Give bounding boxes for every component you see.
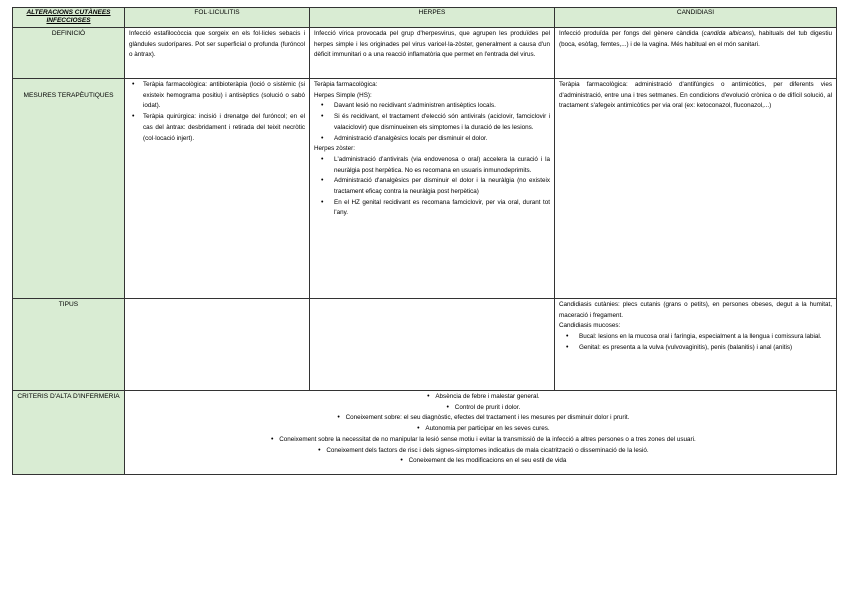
row-tipus xyxy=(13,299,837,391)
cell-definicio-folliculitis: Infecció estafilocòccia que sorgeix en els fol·licles sebacis i glàndules sudorípares. Pot ser superficial o profunda (furóncol o àntrax). xyxy=(125,28,310,79)
label-mesures: MESURES TERAPÈUTIQUES xyxy=(13,79,125,299)
header-herpes: HERPES xyxy=(310,8,555,28)
list-item: • Davant lesió no recidivant s'administren antisèptics locals. xyxy=(334,101,550,112)
label-tipus: TIPUS xyxy=(13,299,125,391)
herpes-therapy-title: Teràpia farmacològica: xyxy=(314,81,378,88)
list-item: • Administració d'analgèsics per disminuir el dolor i la neuràlgia (no existeix tractament eficaç contra la neuràlgia post herpètica) xyxy=(334,176,550,197)
candidiasi-cutanies: Candidiasis cutànies: plecs cutanis (grans o petits), en persones obeses, degut a la humitat, maceració i fregament. xyxy=(559,301,832,319)
list-item: • Teràpia farmacològica: antibioteràpia (loció o sistèmic (si existeix hemograma positiu) i antisèptics (solució o sabó iodat). xyxy=(143,80,305,112)
list-item: • Coneixement de les modificacions en el seu estil de vida xyxy=(400,457,567,465)
list-item: • Autonomia per participar en les seves cures. xyxy=(417,425,550,433)
cell-criteris xyxy=(125,391,837,475)
cell-tipus-herpes xyxy=(310,299,555,391)
herpes-simple-list xyxy=(314,101,550,144)
cell-definicio-herpes: Infecció vírica provocada pel grup d'herpesvirus, que agrupen les produïdes pel herpes simple i les originades pel virus varicel·la-zòster, generalment a causa d'un dèficit immunitari o a una reacció inflamatòria que permet en l'entrada del virus. xyxy=(310,28,555,79)
list-item: • Control de prurit i dolor. xyxy=(446,403,521,411)
list-item: • Si és recidivant, el tractament d'elecció són antivirals (aciclovir, famciclovir i valaciclovir) que disminueixen els simptomes i la duració de les lesions. xyxy=(334,112,550,133)
cell-tipus-folliculitis xyxy=(125,299,310,391)
herpes-zoster-list xyxy=(314,155,550,219)
list-item: • L'administració d'antivirals (via endovenosa o oral) accelera la curació i la neuràlgia post herpètica. No es recomana en usuaris inmunodeprimits. xyxy=(334,155,550,176)
cell-tipus-candidiasi xyxy=(555,299,837,391)
cell-mesures-folliculitis xyxy=(125,79,310,299)
infections-table xyxy=(12,7,837,475)
list-item: • Absència de febre i malestar general. xyxy=(427,393,540,400)
folliculitis-therapy-list xyxy=(129,80,305,144)
header-candidiasi: CANDIDIASI xyxy=(555,8,837,28)
candidiasi-mucoses-list xyxy=(559,332,832,353)
candidiasi-mucoses-title: Candidiasis mucoses: xyxy=(559,322,621,330)
herpes-simple-title: Herpes Simple (HS): xyxy=(314,91,372,99)
list-item: • Teràpia quirúrgica: incisió i drenatge del furóncol; en el cas del àntrax: desbridament i retirada del teixit necròtic (col·locació injert). xyxy=(143,112,305,144)
header-first: ALTERACIONS CUTÀNEES INFECCIOSES xyxy=(13,8,125,28)
list-item: • Coneixement sobre la necessitat de no manipular la lesió sense motiu i evitar la transmissió de la infecció a altres persones o a tres zones del usuari. xyxy=(271,435,696,443)
list-item: • Administració d'analgèsics locals per disminuir el dolor. xyxy=(334,134,550,145)
list-item: • Bucal: lesions en la mucosa oral i faríngia, especialment a la llengua i comissura labial. xyxy=(579,332,832,343)
list-item: • En el HZ genital recidivant es recomana famciclovir, per via oral, durant tot l'any. xyxy=(334,198,550,219)
label-criteris: CRITERIS D'ALTA D'INFERMERIA xyxy=(13,391,125,475)
cell-mesures-herpes xyxy=(310,79,555,299)
list-item: • Coneixement dels factors de risc i dels signes-simptomes indicatius de mala cicatrització o disseminació de la lesió. xyxy=(318,446,649,454)
list-item: • Coneixement sobre: el seu diagnòstic, efectes del tractament i les mesures per disminuir dolor i prurit. xyxy=(337,414,630,422)
header-row xyxy=(13,8,837,28)
label-definicio: DEFINICIÓ xyxy=(13,28,125,79)
herpes-zoster-title: Herpes zòster: xyxy=(314,145,355,153)
cell-mesures-candidiasi: Teràpia farmacològica: administració d'antifúngics o antimicòtics, per diferents vies d'administració, entre una i tres setmanes. En condicions d'evolució crònica o de difícil solució, al tractament s'afegeix antimicòtics per via oral (ex: ketoconazol, fluconazol,...) xyxy=(555,79,837,299)
row-criteris xyxy=(13,391,837,475)
cell-definicio-candidiasi: Infecció produïda per fongs del gènere càndida (candida albicans), habituals del tub digestiu (boca, esòfag, femtes,...) i de la vagina. Més habitual en el món sanitari. xyxy=(555,28,837,79)
row-mesures xyxy=(13,79,837,299)
header-folliculitis: FOL·LICULITIS xyxy=(125,8,310,28)
list-item: • Genital: es presenta a la vulva (vulvovaginitis), penis (balanitis) i anal (anitis) xyxy=(579,343,832,354)
row-definicio xyxy=(13,28,837,79)
